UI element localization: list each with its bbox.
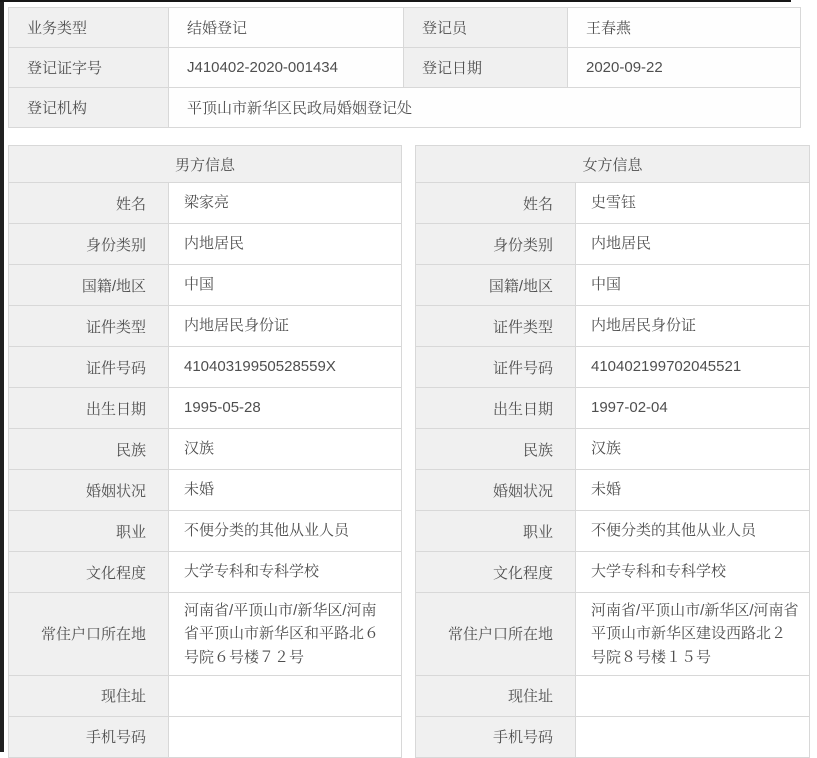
field-value: 内地居民 — [576, 224, 810, 265]
field-label: 常住户口所在地 — [9, 593, 169, 676]
table-row — [9, 388, 402, 429]
field-label: 现住址 — [416, 675, 576, 716]
field-value: 汉族 — [576, 429, 810, 470]
table-row — [416, 224, 810, 265]
person-info-section — [8, 145, 810, 758]
field-label: 民族 — [9, 429, 169, 470]
registration-summary-table — [8, 7, 801, 128]
field-value: 中国 — [576, 265, 810, 306]
field-value: 内地居民身份证 — [576, 306, 810, 347]
field-value: 未婚 — [576, 470, 810, 511]
field-label: 证件号码 — [416, 347, 576, 388]
table-row — [416, 306, 810, 347]
table-row — [416, 511, 810, 552]
field-value — [169, 675, 402, 716]
table-row — [416, 265, 810, 306]
table-row — [416, 470, 810, 511]
field-value: 河南省/平顶山市/新华区/河南省平顶山市新华区和平路北６号院６号楼７２号 — [169, 593, 402, 676]
cert-no-label: 登记证字号 — [9, 48, 169, 88]
field-value: 史雪钰 — [576, 183, 810, 224]
agency-value: 平顶山市新华区民政局婚姻登记处 — [169, 88, 801, 128]
field-label: 手机号码 — [416, 716, 576, 757]
field-value: 梁家亮 — [169, 183, 402, 224]
field-value: 41040319950528559X — [169, 347, 402, 388]
field-label: 姓名 — [416, 183, 576, 224]
field-value — [576, 716, 810, 757]
field-label: 国籍/地区 — [9, 265, 169, 306]
field-label: 职业 — [9, 511, 169, 552]
field-label: 婚姻状况 — [416, 470, 576, 511]
field-label: 姓名 — [9, 183, 169, 224]
field-value: 1995-05-28 — [169, 388, 402, 429]
field-value: 410402199702045521 — [576, 347, 810, 388]
field-label: 手机号码 — [9, 716, 169, 757]
field-label: 出生日期 — [9, 388, 169, 429]
field-label: 职业 — [416, 511, 576, 552]
table-row — [416, 388, 810, 429]
field-value: 河南省/平顶山市/新华区/河南省平顶山市新华区建设西路北２号院８号楼１５号 — [576, 593, 810, 676]
field-label: 民族 — [416, 429, 576, 470]
field-label: 现住址 — [9, 675, 169, 716]
female-info-table — [415, 145, 810, 758]
cert-no-value: J410402-2020-001434 — [169, 48, 404, 88]
window-top-edge — [0, 0, 791, 2]
registrar-label: 登记员 — [404, 8, 568, 48]
window-left-edge — [0, 0, 4, 752]
table-row — [9, 593, 402, 676]
table-row — [416, 347, 810, 388]
table-row — [416, 183, 810, 224]
table-row — [9, 347, 402, 388]
field-value: 内地居民身份证 — [169, 306, 402, 347]
table-row — [416, 429, 810, 470]
table-row — [416, 675, 810, 716]
table-row — [9, 48, 801, 88]
field-value: 内地居民 — [169, 224, 402, 265]
table-row — [416, 552, 810, 593]
table-header-row — [416, 146, 810, 183]
field-value: 不便分类的其他从业人员 — [169, 511, 402, 552]
table-row — [9, 306, 402, 347]
table-header-row — [9, 146, 402, 183]
table-row — [9, 183, 402, 224]
male-info-table — [8, 145, 402, 758]
field-label: 婚姻状况 — [9, 470, 169, 511]
table-row — [9, 552, 402, 593]
field-label: 文化程度 — [9, 552, 169, 593]
female-section-header: 女方信息 — [416, 146, 810, 183]
field-label: 国籍/地区 — [416, 265, 576, 306]
table-row — [9, 224, 402, 265]
table-row — [9, 429, 402, 470]
business-type-label: 业务类型 — [9, 8, 169, 48]
field-label: 证件类型 — [416, 306, 576, 347]
field-label: 出生日期 — [416, 388, 576, 429]
male-section-header: 男方信息 — [9, 146, 402, 183]
table-row — [9, 470, 402, 511]
table-row — [9, 88, 801, 128]
registrar-value: 王春燕 — [568, 8, 801, 48]
field-value: 1997-02-04 — [576, 388, 810, 429]
field-label: 证件号码 — [9, 347, 169, 388]
field-value: 汉族 — [169, 429, 402, 470]
field-value: 未婚 — [169, 470, 402, 511]
field-value: 大学专科和专科学校 — [576, 552, 810, 593]
table-row — [9, 265, 402, 306]
reg-date-label: 登记日期 — [404, 48, 568, 88]
field-value: 不便分类的其他从业人员 — [576, 511, 810, 552]
table-row — [416, 716, 810, 757]
table-row — [9, 511, 402, 552]
field-label: 身份类别 — [9, 224, 169, 265]
field-label: 证件类型 — [9, 306, 169, 347]
business-type-value: 结婚登记 — [169, 8, 404, 48]
table-row — [9, 675, 402, 716]
table-row — [9, 716, 402, 757]
table-row — [416, 593, 810, 676]
field-label: 身份类别 — [416, 224, 576, 265]
agency-label: 登记机构 — [9, 88, 169, 128]
field-label: 常住户口所在地 — [416, 593, 576, 676]
field-value: 大学专科和专科学校 — [169, 552, 402, 593]
table-row — [9, 8, 801, 48]
field-value — [169, 716, 402, 757]
field-value — [576, 675, 810, 716]
field-value: 中国 — [169, 265, 402, 306]
reg-date-value: 2020-09-22 — [568, 48, 801, 88]
field-label: 文化程度 — [416, 552, 576, 593]
